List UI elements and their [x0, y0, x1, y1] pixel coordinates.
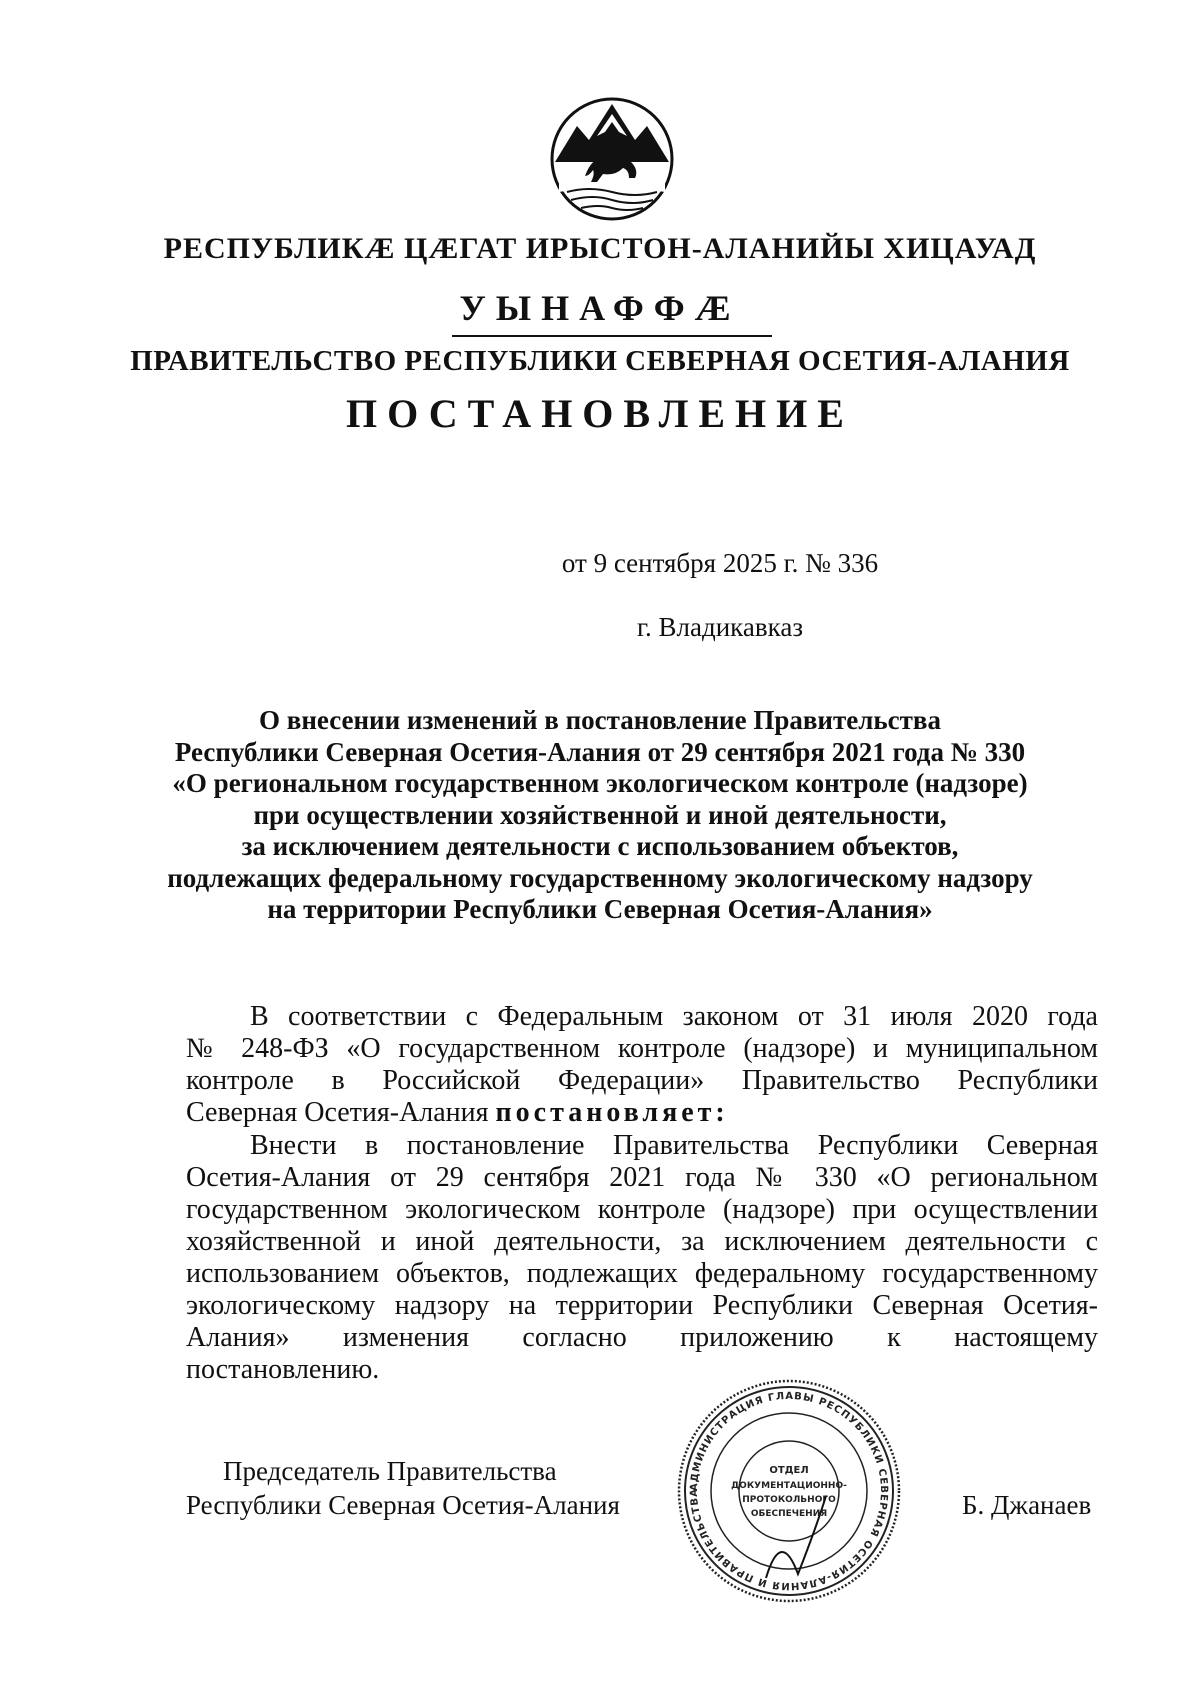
header-russian-word: ПОСТАНОВЛЕНИЕ: [346, 391, 854, 436]
title-line: О внесении изменений в постановление Правительства: [259, 705, 941, 735]
paragraph-line: хозяйственной и иной деятельности, за исключением деятельности с: [186, 1226, 1098, 1257]
paragraph-line: [186, 1097, 1098, 1129]
title-line: подлежащих федеральному государственному экологическому надзору: [167, 862, 1033, 893]
seal-center-line: ПРОТОКОЛЬНОГО: [742, 1495, 836, 1505]
seal-center-line: ОТДЕЛ: [769, 1465, 809, 1476]
header-russian-line: ПРАВИТЕЛЬСТВО РЕСПУБЛИКИ СЕВЕРНАЯ ОСЕТИЯ-АЛАНИЯ: [130, 345, 1070, 377]
seal-ring-text: АДМИНИСТРАЦИЯ ГЛАВЫ РЕСПУБЛИКИ СЕВЕРНАЯ ОСЕТИЯ-АЛАНИЯ И ПРАВИТЕЛЬСТВА: [688, 1390, 890, 1592]
paragraph-line: использованием объектов, подлежащих федеральному государственному: [186, 1258, 1098, 1289]
document-date-number: от 9 сентября 2025 г. № 336: [561, 548, 879, 578]
resolution-keyword: постановляет:: [495, 1097, 729, 1128]
paragraph-line: контроле в Российской Федерации» Правительство Республики: [186, 1065, 1098, 1096]
seal-center-line: ОБЕСПЕЧЕНИЯ: [750, 1509, 828, 1519]
svg-text:АДМИНИСТРАЦИЯ ГЛАВЫ РЕСПУБЛИКИ: [689, 1391, 889, 1591]
seal-center-line: ДОКУМЕНТАЦИОННО-: [731, 1481, 847, 1491]
paragraph-line: Осетия-Алания от 29 сентября 2021 года № 330 «О региональном: [186, 1162, 1098, 1193]
paragraph-line: Алания» изменения согласно приложению к настоящему: [186, 1322, 1098, 1353]
paragraph-decision: [186, 1130, 1098, 1386]
official-seal-stamp: [676, 1378, 902, 1604]
paragraph-preamble: [186, 1001, 1098, 1129]
paragraph-line: постановлению.: [186, 1354, 380, 1385]
header-ossetian-word: УЫНАФФӔ: [459, 288, 741, 328]
title-line: за исключением деятельности с использованием объектов,: [241, 831, 959, 861]
signer-name: Б. Джанаев: [962, 1490, 1092, 1520]
paragraph-line: В соответствии с Федеральным законом от 31 июля 2020 года: [250, 1001, 1098, 1032]
paragraph-line: № 248-ФЗ «О государственном контроле (надзоре) и муниципальном: [186, 1033, 1098, 1064]
paragraph-text: Северная Осетия-Алания: [186, 1097, 496, 1128]
header-underline: [452, 335, 772, 337]
document-title: [0, 705, 1200, 926]
title-line: при осуществлении хозяйственной и иной деятельности,: [253, 799, 947, 830]
paragraph-line: экологическому надзору на территории Республики Северная Осетия-: [186, 1290, 1098, 1321]
header-ossetian-line: РЕСПУБЛИКӔ ЦӔГАТ ИРЫСТОН-АЛАНИЙЫ ХИЦАУАД: [163, 232, 1037, 265]
title-line: Республики Северная Осетия-Алания от 29 сентября 2021 года № 330: [174, 736, 1026, 767]
paragraph-line: государственном экологическом контроле (надзоре) при осуществлении: [186, 1194, 1098, 1225]
document-city: г. Владикавказ: [637, 612, 803, 642]
paragraph-line: Внести в постановление Правительства Республики Северная: [250, 1130, 1098, 1161]
signer-position-line2: Республики Северная Осетия-Алания: [186, 1490, 620, 1520]
coat-of-arms-emblem: [549, 96, 675, 222]
signer-position-line1: Председатель Правительства: [223, 1456, 557, 1486]
title-line: «О региональном государственном экологическом контроле (надзоре): [172, 768, 1028, 798]
title-line: на территории Республики Северная Осетия-Алания»: [267, 894, 933, 924]
